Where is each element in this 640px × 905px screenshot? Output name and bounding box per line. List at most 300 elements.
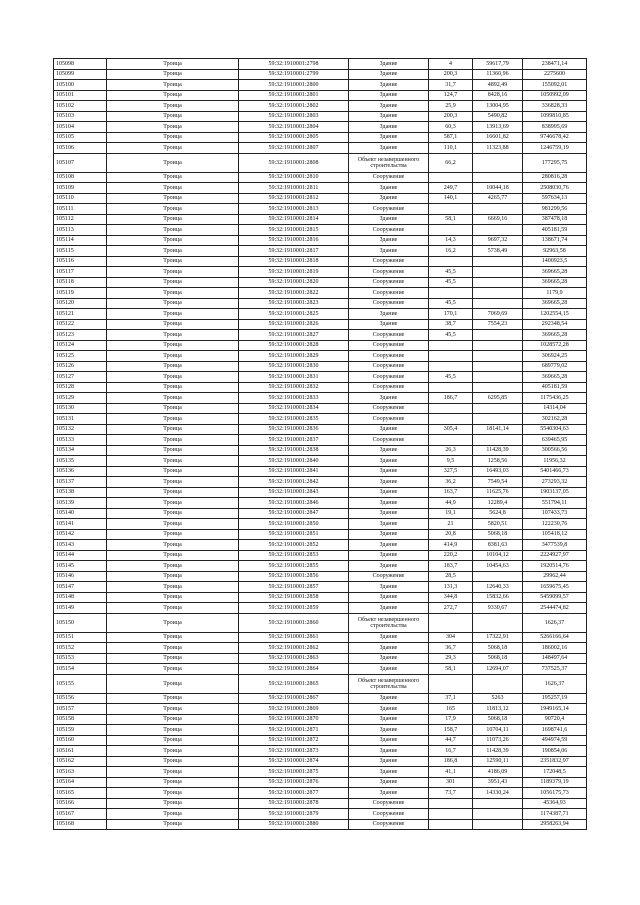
cell-settlement: Троица xyxy=(107,746,239,757)
cell-cadastral-value: 1246759,19 xyxy=(523,143,587,154)
cell-cadastral-number: 59:32:1910001:2871 xyxy=(239,725,349,736)
cell-row-number: 105164 xyxy=(54,777,107,788)
table-row xyxy=(54,582,587,593)
cell-area: 272,7 xyxy=(429,603,473,614)
table-row xyxy=(54,361,587,372)
cell-cadastral-number: 59:32:1910001:2861 xyxy=(239,632,349,643)
cell-settlement: Троица xyxy=(107,561,239,572)
cell-settlement: Троица xyxy=(107,756,239,767)
cell-cadastral-value: 387478,18 xyxy=(523,214,587,225)
cell-unit-value xyxy=(473,382,523,393)
cell-cadastral-value: 2224927,97 xyxy=(523,550,587,561)
cell-cadastral-value: 981299,56 xyxy=(523,204,587,215)
table-row xyxy=(54,798,587,809)
cell-area: 44,7 xyxy=(429,735,473,746)
cell-object-type: Здание xyxy=(349,735,429,746)
table-row xyxy=(54,714,587,725)
cell-cadastral-number: 59:32:1910001:2872 xyxy=(239,735,349,746)
cell-row-number: 105133 xyxy=(54,435,107,446)
cell-object-type: Сооружение xyxy=(349,798,429,809)
cell-cadastral-number: 59:32:1910001:2840 xyxy=(239,456,349,467)
cell-area: 186,8 xyxy=(429,756,473,767)
cell-cadastral-number: 59:32:1910001:2801 xyxy=(239,90,349,101)
cell-cadastral-value: 107433,73 xyxy=(523,508,587,519)
cell-settlement: Троица xyxy=(107,235,239,246)
cell-unit-value xyxy=(473,267,523,278)
table-row xyxy=(54,632,587,643)
cell-object-type: Здание xyxy=(349,193,429,204)
cell-settlement: Троица xyxy=(107,550,239,561)
cell-cadastral-number: 59:32:1910001:2820 xyxy=(239,277,349,288)
cell-area: 45,5 xyxy=(429,277,473,288)
cell-cadastral-number: 59:32:1910001:2855 xyxy=(239,561,349,572)
cell-row-number: 105155 xyxy=(54,674,107,693)
cell-unit-value xyxy=(473,172,523,183)
cell-unit-value: 59617,79 xyxy=(473,59,523,70)
cell-row-number: 105144 xyxy=(54,550,107,561)
cell-row-number: 105110 xyxy=(54,193,107,204)
cell-cadastral-value: 737525,37 xyxy=(523,664,587,675)
cell-settlement: Троица xyxy=(107,193,239,204)
cell-cadastral-value: 1949165,14 xyxy=(523,704,587,715)
cell-unit-value xyxy=(473,153,523,172)
cell-area: 66,2 xyxy=(429,153,473,172)
cell-cadastral-value: 238471,14 xyxy=(523,59,587,70)
table-row xyxy=(54,777,587,788)
cell-settlement: Троица xyxy=(107,519,239,530)
cell-object-type: Здание xyxy=(349,603,429,614)
cell-settlement: Троица xyxy=(107,735,239,746)
cell-unit-value: 5068,18 xyxy=(473,529,523,540)
cell-row-number: 105100 xyxy=(54,80,107,91)
cell-object-type: Здание xyxy=(349,246,429,257)
table-row xyxy=(54,183,587,194)
cell-area: 165 xyxy=(429,704,473,715)
cell-object-type: Здание xyxy=(349,632,429,643)
table-row xyxy=(54,435,587,446)
table-row xyxy=(54,819,587,830)
cell-area: 28,5 xyxy=(429,571,473,582)
cell-cadastral-number: 59:32:1910001:2876 xyxy=(239,777,349,788)
cell-cadastral-number: 59:32:1910001:2870 xyxy=(239,714,349,725)
cell-unit-value: 8381,63 xyxy=(473,540,523,551)
table-row xyxy=(54,225,587,236)
cell-unit-value: 4892,49 xyxy=(473,80,523,91)
table-row xyxy=(54,330,587,341)
cell-unit-value xyxy=(473,256,523,267)
cell-area: 124,7 xyxy=(429,90,473,101)
cell-cadastral-number: 59:32:1910001:2833 xyxy=(239,393,349,404)
cell-row-number: 105134 xyxy=(54,445,107,456)
cell-area: 31,7 xyxy=(429,80,473,91)
cell-cadastral-number: 59:32:1910001:2825 xyxy=(239,309,349,320)
table-row xyxy=(54,288,587,299)
cell-cadastral-value: 186002,16 xyxy=(523,643,587,654)
cell-unit-value xyxy=(473,277,523,288)
cell-settlement: Троица xyxy=(107,246,239,257)
cell-cadastral-number: 59:32:1910001:2863 xyxy=(239,653,349,664)
cell-cadastral-number: 59:32:1910001:2873 xyxy=(239,746,349,757)
cell-cadastral-number: 59:32:1910001:2815 xyxy=(239,225,349,236)
cell-object-type: Здание xyxy=(349,550,429,561)
cell-settlement: Троица xyxy=(107,798,239,809)
cell-object-type: Объект незавершенного строительства xyxy=(349,613,429,632)
cell-cadastral-value: 306924,25 xyxy=(523,351,587,362)
table-row xyxy=(54,445,587,456)
cell-settlement: Троица xyxy=(107,725,239,736)
cell-object-type: Здание xyxy=(349,664,429,675)
table-row xyxy=(54,561,587,572)
cell-cadastral-value: 405181,59 xyxy=(523,382,587,393)
cell-cadastral-value: 5266166,64 xyxy=(523,632,587,643)
table-row xyxy=(54,704,587,715)
cell-area: 110,1 xyxy=(429,143,473,154)
cell-object-type: Здание xyxy=(349,777,429,788)
cell-cadastral-value: 1659675,45 xyxy=(523,582,587,593)
cell-cadastral-number: 59:32:1910001:2823 xyxy=(239,298,349,309)
cell-row-number: 105149 xyxy=(54,603,107,614)
cell-area: 58,1 xyxy=(429,214,473,225)
cell-cadastral-value: 14314,04 xyxy=(523,403,587,414)
cell-area xyxy=(429,674,473,693)
cell-unit-value: 11428,39 xyxy=(473,445,523,456)
cell-object-type: Здание xyxy=(349,519,429,530)
cell-row-number: 105137 xyxy=(54,477,107,488)
table-row xyxy=(54,393,587,404)
cell-cadastral-number: 59:32:1910001:2829 xyxy=(239,351,349,362)
cell-row-number: 105111 xyxy=(54,204,107,215)
cell-object-type: Здание xyxy=(349,653,429,664)
cell-cadastral-value: 369665,28 xyxy=(523,372,587,383)
cell-cadastral-number: 59:32:1910001:2851 xyxy=(239,529,349,540)
cell-cadastral-number: 59:32:1910001:2802 xyxy=(239,101,349,112)
cell-row-number: 105104 xyxy=(54,122,107,133)
cell-row-number: 105126 xyxy=(54,361,107,372)
cell-cadastral-value: 11956,32 xyxy=(523,456,587,467)
cell-cadastral-value: 1099810,85 xyxy=(523,111,587,122)
cell-unit-value xyxy=(473,340,523,351)
cell-row-number: 105119 xyxy=(54,288,107,299)
table-row xyxy=(54,172,587,183)
cell-object-type: Сооружение xyxy=(349,361,429,372)
cell-row-number: 105159 xyxy=(54,725,107,736)
cell-unit-value: 16493,03 xyxy=(473,466,523,477)
cell-cadastral-number: 59:32:1910001:2822 xyxy=(239,288,349,299)
cell-row-number: 105145 xyxy=(54,561,107,572)
cell-cadastral-value: 90720,4 xyxy=(523,714,587,725)
table-row xyxy=(54,122,587,133)
cell-area: 163,7 xyxy=(429,487,473,498)
cell-settlement: Троица xyxy=(107,592,239,603)
cell-object-type: Здание xyxy=(349,59,429,70)
cell-settlement: Троица xyxy=(107,632,239,643)
cell-area: 26,3 xyxy=(429,445,473,456)
cell-cadastral-value: 1179,9 xyxy=(523,288,587,299)
cell-cadastral-value: 1626,37 xyxy=(523,613,587,632)
cell-area: 38,7 xyxy=(429,319,473,330)
cell-cadastral-value: 5540304,63 xyxy=(523,424,587,435)
cell-unit-value: 16601,82 xyxy=(473,132,523,143)
cell-object-type: Сооружение xyxy=(349,382,429,393)
cell-area xyxy=(429,798,473,809)
cell-cadastral-number: 59:32:1910001:2857 xyxy=(239,582,349,593)
cell-cadastral-value: 302162,28 xyxy=(523,414,587,425)
cell-settlement: Троица xyxy=(107,122,239,133)
cell-unit-value xyxy=(473,613,523,632)
cell-object-type: Сооружение xyxy=(349,435,429,446)
cell-object-type: Сооружение xyxy=(349,372,429,383)
table-row xyxy=(54,788,587,799)
cell-settlement: Троица xyxy=(107,693,239,704)
table-row xyxy=(54,298,587,309)
cell-cadastral-value: 1903137,05 xyxy=(523,487,587,498)
cell-object-type: Объект незавершенного строительства xyxy=(349,153,429,172)
cell-cadastral-value: 5401466,73 xyxy=(523,466,587,477)
cell-cadastral-value: 5459099,57 xyxy=(523,592,587,603)
table-row xyxy=(54,351,587,362)
cell-cadastral-value: 45364,93 xyxy=(523,798,587,809)
cell-settlement: Троица xyxy=(107,414,239,425)
cell-settlement: Троица xyxy=(107,330,239,341)
table-row xyxy=(54,246,587,257)
cell-cadastral-value: 29962,44 xyxy=(523,571,587,582)
cell-unit-value xyxy=(473,798,523,809)
cell-cadastral-value: 155092,01 xyxy=(523,80,587,91)
cell-unit-value: 11813,12 xyxy=(473,704,523,715)
table-row xyxy=(54,111,587,122)
cell-settlement: Троица xyxy=(107,809,239,820)
cell-cadastral-number: 59:32:1910001:2864 xyxy=(239,664,349,675)
cell-row-number: 105154 xyxy=(54,664,107,675)
cell-unit-value xyxy=(473,435,523,446)
table-row xyxy=(54,90,587,101)
cell-object-type: Здание xyxy=(349,788,429,799)
cell-unit-value: 5624,8 xyxy=(473,508,523,519)
cell-cadastral-number: 59:32:1910001:2814 xyxy=(239,214,349,225)
cell-object-type: Здание xyxy=(349,143,429,154)
table-row xyxy=(54,132,587,143)
cell-row-number: 105160 xyxy=(54,735,107,746)
cell-settlement: Троица xyxy=(107,403,239,414)
cell-row-number: 105150 xyxy=(54,613,107,632)
cell-object-type: Здание xyxy=(349,643,429,654)
cell-object-type: Здание xyxy=(349,746,429,757)
cell-row-number: 105131 xyxy=(54,414,107,425)
cell-settlement: Троица xyxy=(107,59,239,70)
cell-cadastral-value: 369665,28 xyxy=(523,267,587,278)
cell-unit-value: 11323,88 xyxy=(473,143,523,154)
table-row xyxy=(54,603,587,614)
cell-object-type: Здание xyxy=(349,487,429,498)
cell-object-type: Здание xyxy=(349,456,429,467)
cell-area xyxy=(429,382,473,393)
cell-area: 25,9 xyxy=(429,101,473,112)
table-row xyxy=(54,674,587,693)
cell-unit-value xyxy=(473,571,523,582)
table-row xyxy=(54,466,587,477)
cell-settlement: Троица xyxy=(107,613,239,632)
cell-area xyxy=(429,403,473,414)
cell-object-type: Здание xyxy=(349,445,429,456)
cell-cadastral-value: 597634,13 xyxy=(523,193,587,204)
cell-unit-value xyxy=(473,414,523,425)
cell-cadastral-value: 2544474,82 xyxy=(523,603,587,614)
cell-row-number: 105120 xyxy=(54,298,107,309)
cell-settlement: Троица xyxy=(107,256,239,267)
cell-row-number: 105122 xyxy=(54,319,107,330)
cell-cadastral-number: 59:32:1910001:2813 xyxy=(239,204,349,215)
cell-row-number: 105166 xyxy=(54,798,107,809)
cell-area: 44,9 xyxy=(429,498,473,509)
cell-area: 249,7 xyxy=(429,183,473,194)
cell-object-type: Здание xyxy=(349,90,429,101)
cell-cadastral-number: 59:32:1910001:2850 xyxy=(239,519,349,530)
cell-object-type: Сооружение xyxy=(349,571,429,582)
cell-area: 16,7 xyxy=(429,746,473,757)
cell-cadastral-number: 59:32:1910001:2859 xyxy=(239,603,349,614)
cell-area: 304 xyxy=(429,632,473,643)
cell-object-type: Сооружение xyxy=(349,277,429,288)
cell-settlement: Троица xyxy=(107,435,239,446)
cell-area: 220,2 xyxy=(429,550,473,561)
cell-row-number: 105136 xyxy=(54,466,107,477)
cell-row-number: 105125 xyxy=(54,351,107,362)
cell-settlement: Троица xyxy=(107,267,239,278)
cell-unit-value: 11073,26 xyxy=(473,735,523,746)
cell-object-type: Здание xyxy=(349,529,429,540)
cell-row-number: 105108 xyxy=(54,172,107,183)
cell-cadastral-value: 292348,54 xyxy=(523,319,587,330)
table-row xyxy=(54,277,587,288)
cell-area: 36,2 xyxy=(429,477,473,488)
cell-cadastral-number: 59:32:1910001:2816 xyxy=(239,235,349,246)
cell-row-number: 105129 xyxy=(54,393,107,404)
cell-row-number: 105147 xyxy=(54,582,107,593)
cell-settlement: Троица xyxy=(107,456,239,467)
cell-area: 37,1 xyxy=(429,693,473,704)
cell-cadastral-number: 59:32:1910001:2836 xyxy=(239,424,349,435)
cell-cadastral-value: 1920514,76 xyxy=(523,561,587,572)
cell-object-type: Здание xyxy=(349,235,429,246)
cell-cadastral-number: 59:32:1910001:2805 xyxy=(239,132,349,143)
cell-unit-value: 13913,69 xyxy=(473,122,523,133)
table-row xyxy=(54,309,587,320)
cell-row-number: 105124 xyxy=(54,340,107,351)
cell-settlement: Троица xyxy=(107,204,239,215)
cell-object-type: Сооружение xyxy=(349,819,429,830)
table-row xyxy=(54,382,587,393)
table-row xyxy=(54,643,587,654)
table-row xyxy=(54,101,587,112)
cell-settlement: Троица xyxy=(107,582,239,593)
cell-row-number: 105118 xyxy=(54,277,107,288)
table-row xyxy=(54,592,587,603)
cell-unit-value: 15832,66 xyxy=(473,592,523,603)
cell-cadastral-number: 59:32:1910001:2879 xyxy=(239,809,349,820)
cell-area: 170,1 xyxy=(429,309,473,320)
cell-cadastral-value: 838995,69 xyxy=(523,122,587,133)
cell-cadastral-number: 59:32:1910001:2804 xyxy=(239,122,349,133)
cell-cadastral-value: 1175436,25 xyxy=(523,393,587,404)
cell-cadastral-value: 300566,56 xyxy=(523,445,587,456)
cell-unit-value: 17322,91 xyxy=(473,632,523,643)
cell-settlement: Троица xyxy=(107,466,239,477)
cell-area xyxy=(429,256,473,267)
cell-area: 131,3 xyxy=(429,582,473,593)
cell-row-number: 105161 xyxy=(54,746,107,757)
cell-cadastral-value: 1626,37 xyxy=(523,674,587,693)
cell-area: 4 xyxy=(429,59,473,70)
cell-settlement: Троица xyxy=(107,172,239,183)
cell-unit-value: 10044,18 xyxy=(473,183,523,194)
cell-cadastral-number: 59:32:1910001:2834 xyxy=(239,403,349,414)
cell-area: 58,1 xyxy=(429,664,473,675)
cell-area: 73,7 xyxy=(429,788,473,799)
cell-area: 344,8 xyxy=(429,592,473,603)
cell-area: 45,5 xyxy=(429,330,473,341)
cell-row-number: 105113 xyxy=(54,225,107,236)
cell-object-type: Здание xyxy=(349,704,429,715)
cell-unit-value: 5820,51 xyxy=(473,519,523,530)
cell-unit-value: 6295,85 xyxy=(473,393,523,404)
cell-cadastral-value: 1050992,09 xyxy=(523,90,587,101)
cell-row-number: 105158 xyxy=(54,714,107,725)
cell-area xyxy=(429,204,473,215)
cell-row-number: 105138 xyxy=(54,487,107,498)
table-row xyxy=(54,477,587,488)
cell-row-number: 105103 xyxy=(54,111,107,122)
document-page xyxy=(53,58,586,830)
cell-unit-value: 11428,39 xyxy=(473,746,523,757)
cell-unit-value: 9330,67 xyxy=(473,603,523,614)
cell-row-number: 105117 xyxy=(54,267,107,278)
table-row xyxy=(54,424,587,435)
cell-object-type: Здание xyxy=(349,309,429,320)
cell-area xyxy=(429,414,473,425)
cell-cadastral-number: 59:32:1910001:2827 xyxy=(239,330,349,341)
cell-cadastral-number: 59:32:1910001:2799 xyxy=(239,69,349,80)
cell-row-number: 105121 xyxy=(54,309,107,320)
cell-cadastral-value: 2275600 xyxy=(523,69,587,80)
cell-unit-value: 11360,96 xyxy=(473,69,523,80)
cell-unit-value: 7069,69 xyxy=(473,309,523,320)
cell-settlement: Троица xyxy=(107,643,239,654)
table-row xyxy=(54,767,587,778)
cell-row-number: 105146 xyxy=(54,571,107,582)
cell-row-number: 105115 xyxy=(54,246,107,257)
cell-area xyxy=(429,361,473,372)
cell-row-number: 105153 xyxy=(54,653,107,664)
cell-unit-value xyxy=(473,809,523,820)
cell-area: 301 xyxy=(429,777,473,788)
cell-object-type: Сооружение xyxy=(349,298,429,309)
cell-object-type: Здание xyxy=(349,592,429,603)
cell-area: 183,7 xyxy=(429,561,473,572)
cell-row-number: 105130 xyxy=(54,403,107,414)
cell-object-type: Здание xyxy=(349,424,429,435)
cell-row-number: 105139 xyxy=(54,498,107,509)
cell-settlement: Троица xyxy=(107,571,239,582)
cell-area: 45,5 xyxy=(429,267,473,278)
cell-cadastral-number: 59:32:1910001:2812 xyxy=(239,193,349,204)
cell-settlement: Троица xyxy=(107,477,239,488)
cell-object-type: Здание xyxy=(349,111,429,122)
table-row xyxy=(54,746,587,757)
cell-object-type: Сооружение xyxy=(349,340,429,351)
cell-settlement: Троица xyxy=(107,788,239,799)
cell-cadastral-value: 280816,28 xyxy=(523,172,587,183)
cell-cadastral-number: 59:32:1910001:2847 xyxy=(239,508,349,519)
